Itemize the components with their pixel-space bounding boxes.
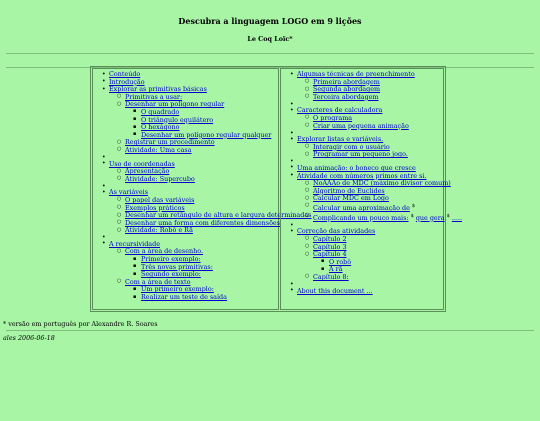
list-item bbox=[281, 228, 443, 281]
list-item bbox=[117, 279, 278, 302]
translation-footnote: * versão em português por Alexandre R. Soares bbox=[3, 320, 158, 328]
toc-link[interactable]: Primitivas a usar: bbox=[125, 92, 183, 101]
toc-link[interactable]: Terceira abordagem bbox=[313, 92, 379, 101]
list-item bbox=[305, 251, 443, 274]
math-symbol: $ bbox=[410, 212, 414, 219]
toc-link[interactable]: Interagir com o usuário bbox=[313, 142, 390, 151]
toc-link[interactable]: Desenhar um polígono regular qualquer bbox=[141, 130, 272, 139]
list-item bbox=[117, 101, 278, 139]
toc-column-right bbox=[280, 68, 463, 310]
list-item bbox=[93, 188, 312, 235]
toc-link[interactable]: NoAÃÃo de MDC (máximo divisor comum) bbox=[313, 179, 451, 188]
list-item bbox=[281, 171, 463, 223]
signature: ales 2006-06-18 bbox=[3, 334, 55, 342]
toc-link[interactable]: Primeiro exemplo: bbox=[141, 255, 201, 264]
toc-link[interactable]: Com a área de texto bbox=[125, 277, 191, 286]
toc-link[interactable]: Calcular uma aproximação de bbox=[313, 204, 410, 213]
toc-link[interactable]: A rã bbox=[329, 265, 343, 274]
toc-column-left bbox=[92, 68, 312, 310]
math-symbol: $ bbox=[446, 212, 450, 219]
list-item bbox=[281, 136, 443, 159]
divider-top bbox=[6, 53, 534, 54]
toc-link[interactable]: Atividade: Robô e Rã bbox=[125, 226, 193, 235]
toc-link[interactable]: Algumas técnicas de preenchimento bbox=[297, 70, 415, 78]
list-item bbox=[93, 241, 278, 302]
list-item bbox=[281, 71, 443, 101]
list-item bbox=[305, 195, 443, 203]
toc-link[interactable]: About this document ... bbox=[297, 286, 373, 295]
toc-link[interactable]: A recursividade bbox=[109, 239, 160, 248]
toc-link[interactable]: Explorar as primitivas básicas bbox=[109, 85, 207, 94]
toc-link[interactable]: Capítulo 2 bbox=[313, 234, 347, 243]
toc-link[interactable]: Primeira abordagem bbox=[313, 77, 380, 86]
toc-link[interactable]: Algoritmo de Euclides bbox=[313, 186, 385, 195]
toc-link[interactable]: Desenhar um polígono regular bbox=[125, 100, 225, 109]
toc-link[interactable]: Capítulo 8: bbox=[313, 272, 349, 281]
list-item bbox=[305, 151, 443, 159]
list-item bbox=[305, 94, 443, 102]
divider-bottom bbox=[6, 330, 534, 331]
toc-link[interactable]: Conteúdo bbox=[109, 70, 141, 78]
toc-link[interactable]: Calcular MDC em Logo bbox=[313, 194, 389, 203]
list-item bbox=[305, 274, 443, 282]
toc-link[interactable]: Correção das atividades bbox=[297, 227, 376, 236]
toc-link[interactable]: Um primeiro exemplo: bbox=[141, 285, 214, 294]
list-item bbox=[117, 147, 278, 155]
toc-link[interactable]: As variáveis bbox=[109, 188, 148, 197]
toc-link[interactable]: O triângulo equilátero bbox=[141, 115, 214, 124]
toc-link[interactable]: Segunda abordagem bbox=[313, 85, 381, 94]
list-item bbox=[133, 294, 278, 302]
toc-link[interactable]: Explorar listas e variáveis. bbox=[297, 135, 384, 144]
toc-link[interactable]: Complicando um pouco mais: bbox=[313, 213, 409, 222]
toc-link[interactable]: Com a área de desenho. bbox=[125, 247, 203, 256]
toc-link[interactable]: ..... bbox=[451, 213, 463, 222]
toc-link[interactable]: O robô bbox=[329, 257, 352, 266]
toc-link[interactable]: Programar um pequeno jogo. bbox=[313, 150, 408, 159]
list-item bbox=[281, 288, 443, 296]
toc-link[interactable]: Realizar um teste de saída bbox=[141, 293, 227, 302]
list-item bbox=[117, 227, 278, 235]
list-item bbox=[93, 86, 278, 154]
toc-link[interactable]: Uma animação: o boneco que cresce bbox=[297, 163, 416, 172]
toc-link[interactable]: Apresentação bbox=[125, 167, 170, 176]
toc-link[interactable]: que gera bbox=[415, 213, 445, 222]
toc-table bbox=[90, 66, 463, 312]
list-item bbox=[281, 107, 443, 130]
toc-link[interactable]: O hexágono bbox=[141, 123, 180, 132]
list-item bbox=[305, 203, 443, 213]
toc-link[interactable]: Segundo exemplo: bbox=[141, 270, 201, 279]
toc-link[interactable]: O papel das variáveis bbox=[125, 195, 195, 204]
toc-link[interactable]: Atividade com números primos entre si. bbox=[297, 171, 427, 180]
toc-link[interactable]: O quadrado bbox=[141, 107, 180, 116]
list-item bbox=[117, 248, 278, 278]
toc-link[interactable]: Atividade: Uma casa bbox=[125, 145, 192, 154]
page-title: Descubra a linguagem LOGO em 9 lições bbox=[178, 16, 362, 26]
toc-link[interactable]: Desenhar um retângulo de altura e largura determinadas bbox=[125, 211, 312, 220]
list-item bbox=[93, 161, 278, 184]
toc-link[interactable]: Desenhar uma forma com diferentes dimensões bbox=[125, 218, 280, 227]
list-item bbox=[117, 176, 278, 184]
toc-link[interactable]: Capítulo 3 bbox=[313, 242, 347, 251]
toc-link[interactable]: Introdução bbox=[109, 77, 145, 86]
math-symbol: $ bbox=[411, 202, 416, 209]
toc-link[interactable]: Caracteres de calculadora bbox=[297, 106, 383, 115]
toc-link[interactable]: Exemplos práticos bbox=[125, 203, 185, 212]
toc-link[interactable]: Atividade: Supercubo bbox=[125, 174, 195, 183]
toc-link[interactable]: Três novas primitivas: bbox=[141, 262, 213, 271]
toc-link[interactable]: Uso de coordenadas bbox=[109, 159, 175, 168]
author-line: Le Coq Loïc* bbox=[247, 35, 293, 43]
toc-link[interactable]: Capítulo 4 bbox=[313, 250, 347, 259]
toc-link[interactable]: Registrar um procedimento bbox=[125, 138, 215, 147]
toc-link[interactable]: Criar uma pequena animação bbox=[313, 121, 409, 130]
list-item bbox=[305, 123, 443, 131]
toc-link[interactable]: O programa bbox=[313, 113, 353, 122]
list-item bbox=[305, 212, 463, 223]
